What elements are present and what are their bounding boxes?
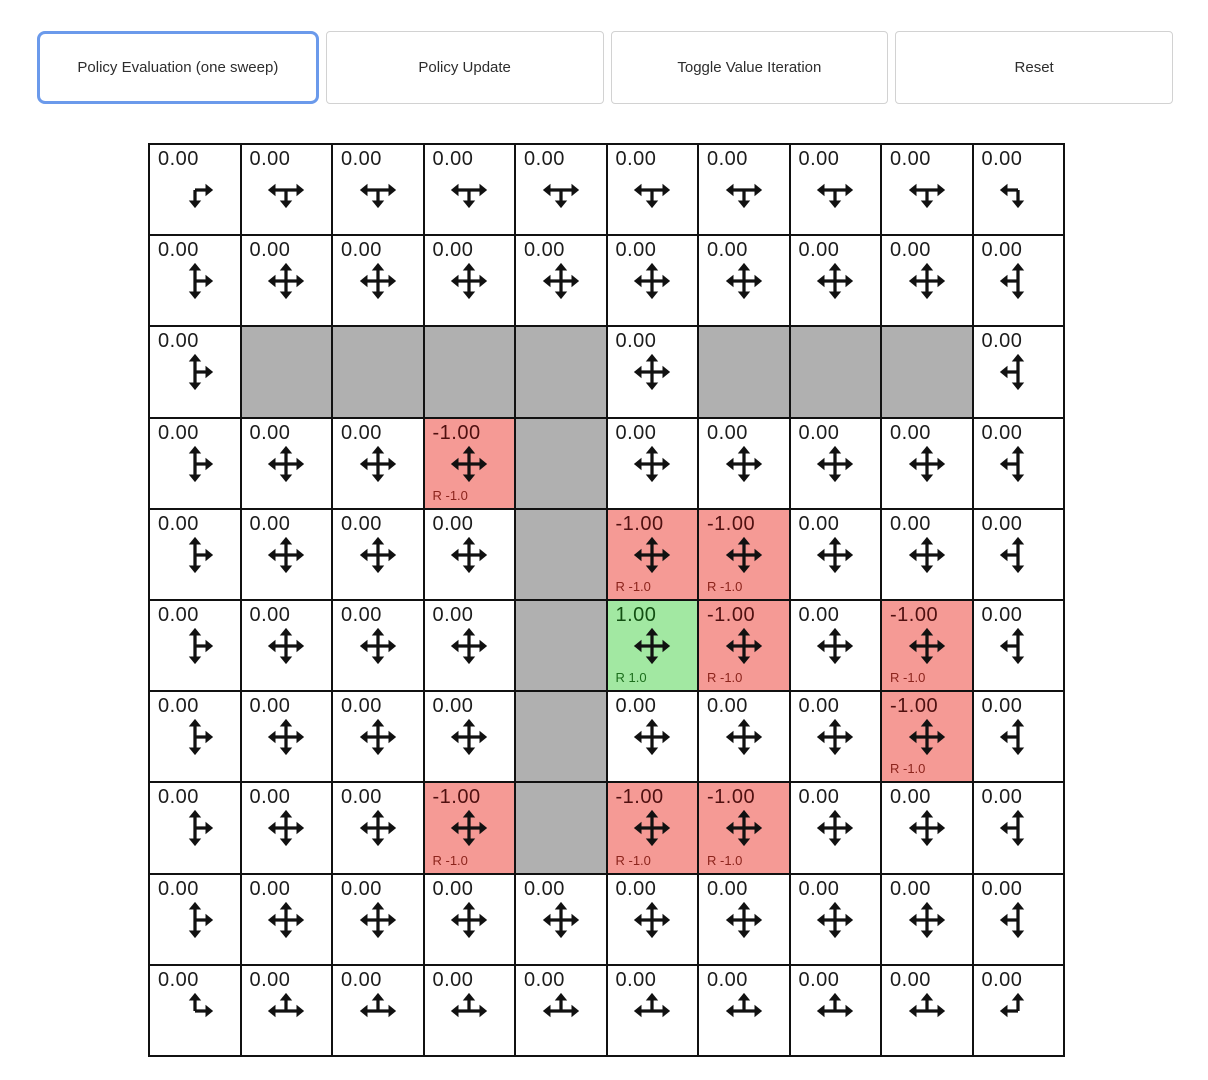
- policy-arrows-icon: [906, 625, 948, 667]
- grid-cell-r7c8[interactable]: [882, 783, 972, 872]
- policy-arrows-icon: [631, 260, 673, 302]
- cell-value: 0.00: [981, 695, 1023, 718]
- cell-value: 0.00: [158, 603, 199, 626]
- policy-arrows-icon: [631, 625, 673, 667]
- cell-value: 0.00: [890, 968, 931, 991]
- grid-cell-r1c1[interactable]: [242, 236, 332, 325]
- cell-reward-label: R 1.0: [615, 670, 647, 686]
- cell-value: 0.00: [341, 786, 382, 809]
- cell-value: 0.00: [524, 877, 565, 900]
- cell-reward-label: R -1.0: [615, 852, 651, 868]
- cell-value: 0.00: [707, 148, 748, 170]
- policy-arrows-icon: [631, 807, 673, 849]
- grid-wall-r2c8[interactable]: [882, 327, 972, 416]
- policy-arrows-icon: [357, 534, 399, 576]
- grid-cell-r5c8[interactable]: [882, 601, 972, 690]
- policy-arrows-icon: [997, 899, 1039, 941]
- cell-value: 0.00: [524, 968, 565, 991]
- grid-cell-r3c1[interactable]: [242, 419, 332, 508]
- policy-arrows-icon: [265, 716, 307, 758]
- policy-arrows-icon: [357, 899, 399, 941]
- policy-arrows-icon: [265, 990, 307, 1032]
- grid-cell-r9c2[interactable]: [333, 966, 423, 1055]
- grid-cell-r7c1[interactable]: [242, 783, 332, 872]
- grid-cell-r8c2[interactable]: [333, 875, 423, 964]
- cell-value: 0.00: [341, 148, 382, 170]
- policy-arrows-icon: [997, 716, 1039, 758]
- grid-cell-r8c5[interactable]: [608, 875, 698, 964]
- cell-value: -1.00: [707, 786, 756, 809]
- cell-value: 0.00: [249, 421, 291, 444]
- policy-arrows-icon: [174, 807, 216, 849]
- cell-reward-label: R -1.0: [432, 487, 468, 503]
- grid-cell-r7c7[interactable]: [791, 783, 881, 872]
- cell-value: 0.00: [890, 239, 931, 262]
- policy-arrows-icon: [174, 169, 216, 211]
- cell-value: 0.00: [890, 512, 931, 535]
- grid-cell-r4c1[interactable]: [242, 510, 332, 599]
- grid-wall-r6c4[interactable]: [516, 692, 606, 781]
- cell-value: 0.00: [615, 148, 657, 170]
- grid-wall-r4c4[interactable]: [516, 510, 606, 599]
- cell-value: 0.00: [981, 421, 1023, 444]
- grid-cell-r7c3[interactable]: [425, 783, 515, 872]
- policy-arrows-icon: [448, 443, 490, 485]
- policy-arrows-icon: [723, 625, 765, 667]
- grid-cell-r0c6[interactable]: [699, 145, 789, 234]
- grid-cell-r8c1[interactable]: [242, 875, 332, 964]
- cell-value: 0.00: [707, 421, 748, 444]
- cell-value: 0.00: [432, 148, 474, 170]
- cell-value: 0.00: [158, 512, 199, 535]
- grid-cell-r6c1[interactable]: [242, 692, 332, 781]
- cell-value: -1.00: [615, 512, 664, 535]
- grid-cell-r0c3[interactable]: [425, 145, 515, 234]
- grid-cell-r2c5[interactable]: [608, 327, 698, 416]
- cell-value: -1.00: [707, 603, 756, 626]
- grid-cell-r5c9[interactable]: [974, 601, 1064, 690]
- grid-cell-r9c0[interactable]: [150, 966, 240, 1055]
- policy-arrows-icon: [174, 443, 216, 485]
- cell-value: 0.00: [615, 695, 657, 718]
- grid-cell-r8c7[interactable]: [791, 875, 881, 964]
- policy-arrows-icon: [631, 899, 673, 941]
- grid-cell-r3c7[interactable]: [791, 419, 881, 508]
- grid-cell-r9c7[interactable]: [791, 966, 881, 1055]
- grid-cell-r9c5[interactable]: [608, 966, 698, 1055]
- cell-value: 0.00: [707, 239, 748, 262]
- policy-arrows-icon: [448, 716, 490, 758]
- cell-value: 0.00: [249, 512, 291, 535]
- policy-arrows-icon: [448, 169, 490, 211]
- policy-arrows-icon: [265, 807, 307, 849]
- policy-arrows-icon: [448, 625, 490, 667]
- grid-cell-r5c2[interactable]: [333, 601, 423, 690]
- grid-cell-r4c7[interactable]: [791, 510, 881, 599]
- grid-cell-r7c5[interactable]: [608, 783, 698, 872]
- policy-arrows-icon: [631, 990, 673, 1032]
- cell-reward-label: R -1.0: [890, 670, 926, 686]
- grid-cell-r0c9[interactable]: [974, 145, 1064, 234]
- grid-cell-r6c8[interactable]: [882, 692, 972, 781]
- grid-cell-r3c3[interactable]: [425, 419, 515, 508]
- grid-cell-r1c0[interactable]: [150, 236, 240, 325]
- cell-value: 0.00: [249, 603, 291, 626]
- policy-arrows-icon: [174, 990, 216, 1032]
- grid-cell-r4c8[interactable]: [882, 510, 972, 599]
- policy-arrows-icon: [723, 807, 765, 849]
- grid-cell-r1c6[interactable]: [699, 236, 789, 325]
- policy-arrows-icon: [631, 534, 673, 576]
- policy-arrows-icon: [723, 443, 765, 485]
- cell-value: -1.00: [707, 512, 756, 535]
- grid-cell-r8c3[interactable]: [425, 875, 515, 964]
- policy-arrows-icon: [540, 899, 582, 941]
- grid-cell-r9c8[interactable]: [882, 966, 972, 1055]
- policy-arrows-icon: [997, 169, 1039, 211]
- cell-value: 0.00: [890, 786, 931, 809]
- cell-value: 0.00: [707, 695, 748, 718]
- grid-cell-r0c5[interactable]: [608, 145, 698, 234]
- cell-value: -1.00: [615, 786, 664, 809]
- grid-cell-r6c7[interactable]: [791, 692, 881, 781]
- policy-evaluation-button[interactable]: Policy Evaluation (one sweep): [37, 31, 319, 104]
- policy-arrows-icon: [357, 990, 399, 1032]
- policy-arrows-icon: [997, 807, 1039, 849]
- cell-value: 0.00: [890, 148, 931, 170]
- cell-value: 0.00: [158, 239, 199, 262]
- policy-arrows-icon: [906, 990, 948, 1032]
- grid-cell-r1c3[interactable]: [425, 236, 515, 325]
- grid-cell-r3c5[interactable]: [608, 419, 698, 508]
- grid-cell-r9c9[interactable]: [974, 966, 1064, 1055]
- grid-cell-r3c8[interactable]: [882, 419, 972, 508]
- grid-cell-r7c0[interactable]: [150, 783, 240, 872]
- policy-arrows-icon: [540, 169, 582, 211]
- policy-arrows-icon: [540, 260, 582, 302]
- policy-arrows-icon: [174, 625, 216, 667]
- grid-cell-r5c7[interactable]: [791, 601, 881, 690]
- cell-value: 0.00: [341, 603, 382, 626]
- policy-arrows-icon: [997, 260, 1039, 302]
- toolbar: [37, 31, 1173, 104]
- cell-value: 0.00: [158, 421, 199, 444]
- cell-value: 0.00: [249, 968, 291, 991]
- grid-cell-r9c3[interactable]: [425, 966, 515, 1055]
- policy-arrows-icon: [357, 807, 399, 849]
- policy-arrows-icon: [814, 807, 856, 849]
- policy-arrows-icon: [723, 990, 765, 1032]
- cell-reward-label: R -1.0: [615, 578, 651, 594]
- grid-cell-r3c6[interactable]: [699, 419, 789, 508]
- policy-arrows-icon: [448, 534, 490, 576]
- cell-value: 0.00: [249, 148, 291, 170]
- grid-cell-r8c8[interactable]: [882, 875, 972, 964]
- cell-value: 0.00: [798, 512, 840, 535]
- cell-value: 0.00: [249, 877, 291, 900]
- cell-value: 0.00: [249, 695, 291, 718]
- grid-wall-r2c2[interactable]: [333, 327, 423, 416]
- grid-cell-r1c9[interactable]: [974, 236, 1064, 325]
- policy-arrows-icon: [997, 351, 1039, 393]
- cell-value: 0.00: [981, 786, 1023, 809]
- grid-cell-r8c9[interactable]: [974, 875, 1064, 964]
- grid-cell-r4c5[interactable]: [608, 510, 698, 599]
- policy-arrows-icon: [997, 625, 1039, 667]
- grid-cell-r0c4[interactable]: [516, 145, 606, 234]
- cell-value: 0.00: [890, 421, 931, 444]
- policy-arrows-icon: [906, 716, 948, 758]
- grid-cell-r6c6[interactable]: [699, 692, 789, 781]
- policy-arrows-icon: [357, 169, 399, 211]
- cell-value: -1.00: [432, 421, 481, 444]
- policy-arrows-icon: [357, 443, 399, 485]
- grid-cell-r6c5[interactable]: [608, 692, 698, 781]
- cell-value: -1.00: [432, 786, 481, 809]
- policy-arrows-icon: [906, 169, 948, 211]
- policy-arrows-icon: [265, 534, 307, 576]
- cell-value: 0.00: [890, 877, 931, 900]
- policy-arrows-icon: [174, 899, 216, 941]
- cell-value: 0.00: [158, 695, 199, 718]
- policy-arrows-icon: [906, 899, 948, 941]
- policy-arrows-icon: [997, 534, 1039, 576]
- policy-arrows-icon: [265, 625, 307, 667]
- cell-value: 0.00: [158, 148, 199, 170]
- grid-wall-r2c7[interactable]: [791, 327, 881, 416]
- policy-arrows-icon: [814, 625, 856, 667]
- policy-arrows-icon: [448, 260, 490, 302]
- grid-cell-r0c0[interactable]: [150, 145, 240, 234]
- grid-cell-r3c0[interactable]: [150, 419, 240, 508]
- policy-arrows-icon: [357, 716, 399, 758]
- grid-cell-r3c2[interactable]: [333, 419, 423, 508]
- grid-cell-r0c7[interactable]: [791, 145, 881, 234]
- cell-value: 0.00: [158, 968, 199, 991]
- grid-cell-r2c0[interactable]: [150, 327, 240, 416]
- grid-wall-r2c1[interactable]: [242, 327, 332, 416]
- grid-cell-r3c9[interactable]: [974, 419, 1064, 508]
- cell-value: 0.00: [981, 239, 1023, 262]
- cell-value: 0.00: [981, 968, 1023, 991]
- grid-wall-r5c4[interactable]: [516, 601, 606, 690]
- policy-arrows-icon: [906, 807, 948, 849]
- policy-arrows-icon: [265, 169, 307, 211]
- grid-wall-r2c3[interactable]: [425, 327, 515, 416]
- policy-arrows-icon: [814, 534, 856, 576]
- policy-arrows-icon: [631, 169, 673, 211]
- grid-cell-r7c6[interactable]: [699, 783, 789, 872]
- grid-cell-r1c4[interactable]: [516, 236, 606, 325]
- cell-value: 0.00: [432, 695, 474, 718]
- cell-reward-label: R -1.0: [707, 852, 743, 868]
- policy-arrows-icon: [723, 169, 765, 211]
- policy-arrows-icon: [906, 260, 948, 302]
- grid-cell-r6c3[interactable]: [425, 692, 515, 781]
- policy-arrows-icon: [174, 534, 216, 576]
- grid-cell-r5c0[interactable]: [150, 601, 240, 690]
- cell-value: 0.00: [798, 877, 840, 900]
- grid-cell-r1c5[interactable]: [608, 236, 698, 325]
- policy-arrows-icon: [814, 443, 856, 485]
- grid-cell-r6c0[interactable]: [150, 692, 240, 781]
- policy-arrows-icon: [631, 716, 673, 758]
- policy-arrows-icon: [265, 443, 307, 485]
- grid-cell-r4c2[interactable]: [333, 510, 423, 599]
- grid-wall-r2c6[interactable]: [699, 327, 789, 416]
- grid-cell-r5c6[interactable]: [699, 601, 789, 690]
- cell-value: 0.00: [432, 512, 474, 535]
- cell-value: 0.00: [341, 695, 382, 718]
- grid-cell-r4c0[interactable]: [150, 510, 240, 599]
- policy-arrows-icon: [997, 990, 1039, 1032]
- grid-cell-r1c7[interactable]: [791, 236, 881, 325]
- cell-value: 0.00: [615, 877, 657, 900]
- cell-value: 0.00: [249, 786, 291, 809]
- grid-cell-r4c6[interactable]: [699, 510, 789, 599]
- cell-value: 0.00: [615, 330, 657, 353]
- cell-value: 0.00: [432, 877, 474, 900]
- cell-value: 0.00: [981, 148, 1023, 170]
- cell-value: 0.00: [158, 330, 199, 353]
- cell-value: 0.00: [524, 148, 565, 170]
- policy-arrows-icon: [814, 169, 856, 211]
- grid-cell-r8c0[interactable]: [150, 875, 240, 964]
- policy-arrows-icon: [357, 260, 399, 302]
- grid-cell-r5c5[interactable]: [608, 601, 698, 690]
- cell-reward-label: R -1.0: [707, 670, 743, 686]
- grid-cell-r9c1[interactable]: [242, 966, 332, 1055]
- cell-value: 0.00: [798, 421, 840, 444]
- policy-arrows-icon: [540, 990, 582, 1032]
- gridworld: [148, 143, 1065, 1057]
- cell-value: 0.00: [341, 968, 382, 991]
- cell-value: -1.00: [890, 603, 939, 626]
- policy-arrows-icon: [814, 716, 856, 758]
- grid-cell-r6c2[interactable]: [333, 692, 423, 781]
- cell-value: 0.00: [432, 603, 474, 626]
- policy-arrows-icon: [906, 443, 948, 485]
- grid-cell-r6c9[interactable]: [974, 692, 1064, 781]
- cell-value: 0.00: [432, 968, 474, 991]
- cell-value: 0.00: [798, 239, 840, 262]
- grid-cell-r7c2[interactable]: [333, 783, 423, 872]
- cell-value: 0.00: [341, 239, 382, 262]
- cell-value: 0.00: [432, 239, 474, 262]
- grid-cell-r8c6[interactable]: [699, 875, 789, 964]
- grid-cell-r0c1[interactable]: [242, 145, 332, 234]
- cell-value: 0.00: [798, 603, 840, 626]
- cell-value: 0.00: [798, 148, 840, 170]
- policy-arrows-icon: [265, 260, 307, 302]
- grid-cell-r9c6[interactable]: [699, 966, 789, 1055]
- cell-value: 0.00: [981, 877, 1023, 900]
- policy-arrows-icon: [814, 260, 856, 302]
- policy-update-button[interactable]: Policy Update: [326, 31, 604, 104]
- grid-cell-r2c9[interactable]: [974, 327, 1064, 416]
- cell-value: 0.00: [981, 330, 1023, 353]
- grid-cell-r4c9[interactable]: [974, 510, 1064, 599]
- cell-value: -1.00: [890, 695, 939, 718]
- policy-arrows-icon: [997, 443, 1039, 485]
- cell-value: 0.00: [981, 603, 1023, 626]
- policy-arrows-icon: [906, 534, 948, 576]
- policy-arrows-icon: [723, 716, 765, 758]
- cell-value: 1.00: [615, 603, 657, 626]
- policy-arrows-icon: [448, 899, 490, 941]
- cell-reward-label: R -1.0: [890, 761, 926, 777]
- cell-value: 0.00: [615, 968, 657, 991]
- policy-arrows-icon: [723, 534, 765, 576]
- cell-value: 0.00: [158, 877, 199, 900]
- policy-arrows-icon: [631, 443, 673, 485]
- cell-value: 0.00: [798, 968, 840, 991]
- policy-arrows-icon: [174, 260, 216, 302]
- policy-arrows-icon: [448, 807, 490, 849]
- cell-value: 0.00: [615, 239, 657, 262]
- grid-cell-r5c3[interactable]: [425, 601, 515, 690]
- policy-arrows-icon: [631, 351, 673, 393]
- grid-cell-r0c8[interactable]: [882, 145, 972, 234]
- cell-value: 0.00: [707, 877, 748, 900]
- cell-value: 0.00: [158, 786, 199, 809]
- cell-value: 0.00: [707, 968, 748, 991]
- cell-reward-label: R -1.0: [707, 578, 743, 594]
- grid-cell-r1c8[interactable]: [882, 236, 972, 325]
- cell-value: 0.00: [249, 239, 291, 262]
- policy-arrows-icon: [814, 990, 856, 1032]
- policy-arrows-icon: [357, 625, 399, 667]
- policy-arrows-icon: [174, 716, 216, 758]
- grid-cell-r8c4[interactable]: [516, 875, 606, 964]
- cell-value: 0.00: [341, 421, 382, 444]
- grid-wall-r2c4[interactable]: [516, 327, 606, 416]
- grid-cell-r5c1[interactable]: [242, 601, 332, 690]
- cell-value: 0.00: [798, 786, 840, 809]
- policy-arrows-icon: [723, 260, 765, 302]
- policy-arrows-icon: [265, 899, 307, 941]
- policy-arrows-icon: [723, 899, 765, 941]
- toggle-value-iteration-button[interactable]: Toggle Value Iteration: [611, 31, 889, 104]
- grid-cell-r9c4[interactable]: [516, 966, 606, 1055]
- cell-value: 0.00: [981, 512, 1023, 535]
- grid-cell-r7c9[interactable]: [974, 783, 1064, 872]
- cell-value: 0.00: [798, 695, 840, 718]
- policy-arrows-icon: [814, 899, 856, 941]
- grid-wall-r3c4[interactable]: [516, 419, 606, 508]
- cell-value: 0.00: [341, 877, 382, 900]
- reset-button[interactable]: Reset: [895, 31, 1173, 104]
- grid-wall-r7c4[interactable]: [516, 783, 606, 872]
- grid-cell-r1c2[interactable]: [333, 236, 423, 325]
- grid-cell-r4c3[interactable]: [425, 510, 515, 599]
- cell-value: 0.00: [524, 239, 565, 262]
- cell-reward-label: R -1.0: [432, 852, 468, 868]
- policy-arrows-icon: [448, 990, 490, 1032]
- grid-cell-r0c2[interactable]: [333, 145, 423, 234]
- policy-arrows-icon: [174, 351, 216, 393]
- cell-value: 0.00: [341, 512, 382, 535]
- cell-value: 0.00: [615, 421, 657, 444]
